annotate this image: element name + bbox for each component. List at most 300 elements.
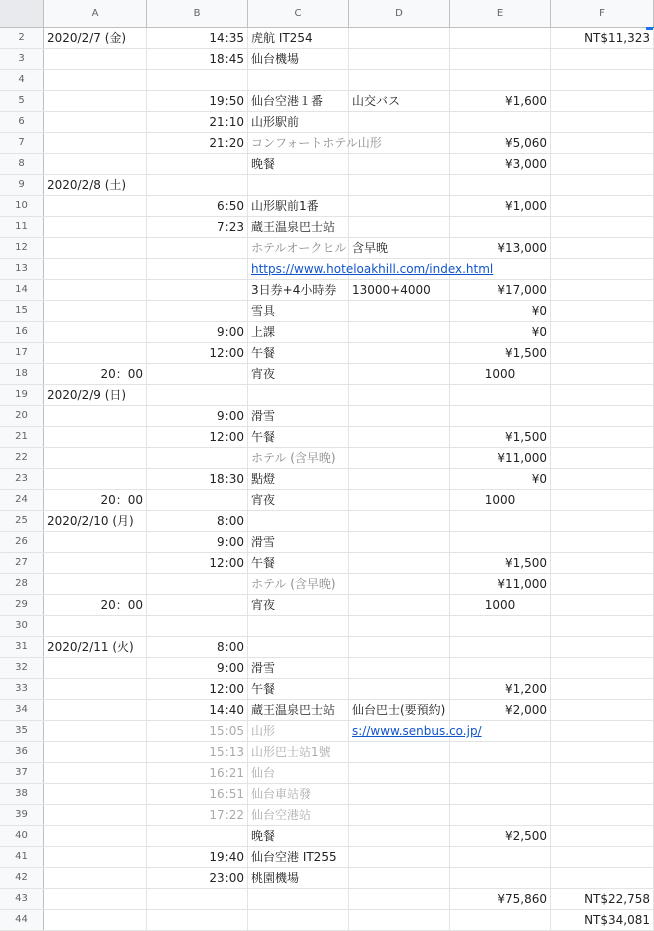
- cell-d6[interactable]: [349, 112, 450, 132]
- cell-c19[interactable]: [248, 385, 349, 405]
- cell-a19[interactable]: 2020/2/9 (日): [44, 385, 147, 405]
- row-header[interactable]: 24: [0, 490, 44, 510]
- cell-c40[interactable]: 晚餐: [248, 826, 349, 846]
- cell-e6[interactable]: [450, 112, 551, 132]
- cell-e3[interactable]: [450, 49, 551, 69]
- row-header[interactable]: 4: [0, 70, 44, 90]
- cell-a37[interactable]: [44, 763, 147, 783]
- cell-c9[interactable]: [248, 175, 349, 195]
- row-header[interactable]: 33: [0, 679, 44, 699]
- cell-a28[interactable]: [44, 574, 147, 594]
- cell-f30[interactable]: [551, 616, 654, 636]
- cell-d15[interactable]: [349, 301, 450, 321]
- cell-a32[interactable]: [44, 658, 147, 678]
- cell-b26[interactable]: 9:00: [147, 532, 248, 552]
- cell-a30[interactable]: [44, 616, 147, 636]
- cell-d8[interactable]: [349, 154, 450, 174]
- cell-a34[interactable]: [44, 700, 147, 720]
- cell-c2[interactable]: 虎航 IT254: [248, 28, 349, 48]
- cell-b5[interactable]: 19:50: [147, 91, 248, 111]
- cell-c8[interactable]: 晚餐: [248, 154, 349, 174]
- cell-e2[interactable]: [450, 28, 551, 48]
- cell-d30[interactable]: [349, 616, 450, 636]
- cell-f22[interactable]: [551, 448, 654, 468]
- cell-e31[interactable]: [450, 637, 551, 657]
- column-header-f[interactable]: F: [551, 0, 654, 27]
- cell-c41[interactable]: 仙台空港 IT255: [248, 847, 349, 867]
- cell-b35[interactable]: 15:05: [147, 721, 248, 741]
- cell-b43[interactable]: [147, 889, 248, 909]
- select-all-corner[interactable]: [0, 0, 44, 27]
- cell-d9[interactable]: [349, 175, 450, 195]
- cell-b7[interactable]: 21:20: [147, 133, 248, 153]
- cell-e43[interactable]: ¥75,860: [450, 889, 551, 909]
- cell-f26[interactable]: [551, 532, 654, 552]
- cell-b16[interactable]: 9:00: [147, 322, 248, 342]
- cell-e33[interactable]: ¥1,200: [450, 679, 551, 699]
- cell-a38[interactable]: [44, 784, 147, 804]
- cell-a23[interactable]: [44, 469, 147, 489]
- cell-c24[interactable]: 宵夜: [248, 490, 349, 510]
- cell-b15[interactable]: [147, 301, 248, 321]
- cell-a44[interactable]: [44, 910, 147, 930]
- row-header[interactable]: 40: [0, 826, 44, 846]
- row-header[interactable]: 21: [0, 427, 44, 447]
- cell-c12[interactable]: ホテルオークヒル: [248, 238, 349, 258]
- cell-c20[interactable]: 滑雪: [248, 406, 349, 426]
- cell-b22[interactable]: [147, 448, 248, 468]
- cell-c29[interactable]: 宵夜: [248, 595, 349, 615]
- cell-c39[interactable]: 仙台空港站: [248, 805, 349, 825]
- cell-b27[interactable]: 12:00: [147, 553, 248, 573]
- row-header[interactable]: 12: [0, 238, 44, 258]
- cell-a31[interactable]: 2020/2/11 (火): [44, 637, 147, 657]
- cell-c33[interactable]: 午餐: [248, 679, 349, 699]
- cell-f39[interactable]: [551, 805, 654, 825]
- cell-d21[interactable]: [349, 427, 450, 447]
- cell-f15[interactable]: [551, 301, 654, 321]
- row-header[interactable]: 28: [0, 574, 44, 594]
- cell-e20[interactable]: [450, 406, 551, 426]
- cell-e5[interactable]: ¥1,600: [450, 91, 551, 111]
- cell-d35[interactable]: s://www.senbus.co.jp/: [349, 721, 450, 741]
- cell-d28[interactable]: [349, 574, 450, 594]
- row-header[interactable]: 7: [0, 133, 44, 153]
- cell-a20[interactable]: [44, 406, 147, 426]
- cell-a14[interactable]: [44, 280, 147, 300]
- cell-f13[interactable]: [551, 259, 654, 279]
- cell-d24[interactable]: [349, 490, 450, 510]
- row-header[interactable]: 25: [0, 511, 44, 531]
- row-header[interactable]: 11: [0, 217, 44, 237]
- cell-a2[interactable]: 2020/2/7 (金): [44, 28, 147, 48]
- cell-c26[interactable]: 滑雪: [248, 532, 349, 552]
- column-header-a[interactable]: A: [44, 0, 147, 27]
- cell-f19[interactable]: [551, 385, 654, 405]
- cell-d32[interactable]: [349, 658, 450, 678]
- cell-d17[interactable]: [349, 343, 450, 363]
- cell-c37[interactable]: 仙台: [248, 763, 349, 783]
- cell-b4[interactable]: [147, 70, 248, 90]
- row-header[interactable]: 3: [0, 49, 44, 69]
- row-header[interactable]: 41: [0, 847, 44, 867]
- cell-e38[interactable]: [450, 784, 551, 804]
- cell-f37[interactable]: [551, 763, 654, 783]
- cell-f33[interactable]: [551, 679, 654, 699]
- cell-f3[interactable]: [551, 49, 654, 69]
- cell-f2[interactable]: NT$11,323: [551, 28, 654, 48]
- cell-c30[interactable]: [248, 616, 349, 636]
- cell-a42[interactable]: [44, 868, 147, 888]
- cell-c3[interactable]: 仙台機場: [248, 49, 349, 69]
- cell-d22[interactable]: [349, 448, 450, 468]
- row-header[interactable]: 13: [0, 259, 44, 279]
- cell-b32[interactable]: 9:00: [147, 658, 248, 678]
- cell-d25[interactable]: [349, 511, 450, 531]
- cell-b13[interactable]: [147, 259, 248, 279]
- cell-a8[interactable]: [44, 154, 147, 174]
- cell-b41[interactable]: 19:40: [147, 847, 248, 867]
- cell-a5[interactable]: [44, 91, 147, 111]
- cell-b9[interactable]: [147, 175, 248, 195]
- cell-b33[interactable]: 12:00: [147, 679, 248, 699]
- row-header[interactable]: 32: [0, 658, 44, 678]
- cell-a4[interactable]: [44, 70, 147, 90]
- cell-f42[interactable]: [551, 868, 654, 888]
- cell-a13[interactable]: [44, 259, 147, 279]
- cell-b11[interactable]: 7:23: [147, 217, 248, 237]
- cell-f20[interactable]: [551, 406, 654, 426]
- row-header[interactable]: 18: [0, 364, 44, 384]
- cell-f17[interactable]: [551, 343, 654, 363]
- cell-f41[interactable]: [551, 847, 654, 867]
- cell-c18[interactable]: 宵夜: [248, 364, 349, 384]
- cell-f8[interactable]: [551, 154, 654, 174]
- cell-b20[interactable]: 9:00: [147, 406, 248, 426]
- cell-e19[interactable]: [450, 385, 551, 405]
- cell-d33[interactable]: [349, 679, 450, 699]
- cell-b23[interactable]: 18:30: [147, 469, 248, 489]
- row-header[interactable]: 17: [0, 343, 44, 363]
- cell-c6[interactable]: 山形駅前: [248, 112, 349, 132]
- cell-d20[interactable]: [349, 406, 450, 426]
- cell-f28[interactable]: [551, 574, 654, 594]
- cell-a36[interactable]: [44, 742, 147, 762]
- cell-e39[interactable]: [450, 805, 551, 825]
- cell-e16[interactable]: ¥0: [450, 322, 551, 342]
- cell-c4[interactable]: [248, 70, 349, 90]
- cell-f29[interactable]: [551, 595, 654, 615]
- cell-b3[interactable]: 18:45: [147, 49, 248, 69]
- cell-b10[interactable]: 6:50: [147, 196, 248, 216]
- cell-a39[interactable]: [44, 805, 147, 825]
- cell-d10[interactable]: [349, 196, 450, 216]
- cell-d14[interactable]: 13000+4000: [349, 280, 450, 300]
- cell-a17[interactable]: [44, 343, 147, 363]
- cell-c35[interactable]: 山形: [248, 721, 349, 741]
- cell-a24[interactable]: 20：00: [44, 490, 147, 510]
- row-header[interactable]: 38: [0, 784, 44, 804]
- cell-b34[interactable]: 14:40: [147, 700, 248, 720]
- cell-f24[interactable]: [551, 490, 654, 510]
- cell-c14[interactable]: 3日券+4小時券: [248, 280, 349, 300]
- cell-e4[interactable]: [450, 70, 551, 90]
- cell-a33[interactable]: [44, 679, 147, 699]
- cell-a3[interactable]: [44, 49, 147, 69]
- cell-a25[interactable]: 2020/2/10 (月): [44, 511, 147, 531]
- cell-f40[interactable]: [551, 826, 654, 846]
- cell-e28[interactable]: ¥11,000: [450, 574, 551, 594]
- row-header[interactable]: 10: [0, 196, 44, 216]
- cell-e14[interactable]: ¥17,000: [450, 280, 551, 300]
- row-header[interactable]: 2: [0, 28, 44, 48]
- cell-d23[interactable]: [349, 469, 450, 489]
- cell-d26[interactable]: [349, 532, 450, 552]
- cell-f23[interactable]: [551, 469, 654, 489]
- cell-c27[interactable]: 午餐: [248, 553, 349, 573]
- cell-b25[interactable]: 8:00: [147, 511, 248, 531]
- row-header[interactable]: 20: [0, 406, 44, 426]
- cell-d2[interactable]: [349, 28, 450, 48]
- cell-c28[interactable]: ホテル (含早晚): [248, 574, 349, 594]
- cell-b29[interactable]: [147, 595, 248, 615]
- row-header[interactable]: 36: [0, 742, 44, 762]
- row-header[interactable]: 44: [0, 910, 44, 930]
- row-header[interactable]: 29: [0, 595, 44, 615]
- column-header-c[interactable]: C: [248, 0, 349, 27]
- cell-f10[interactable]: [551, 196, 654, 216]
- cell-e44[interactable]: [450, 910, 551, 930]
- cell-a15[interactable]: [44, 301, 147, 321]
- cell-a18[interactable]: 20：00: [44, 364, 147, 384]
- cell-b6[interactable]: 21:10: [147, 112, 248, 132]
- row-header[interactable]: 15: [0, 301, 44, 321]
- cell-e24[interactable]: 1000: [450, 490, 551, 510]
- row-header[interactable]: 5: [0, 91, 44, 111]
- cell-b28[interactable]: [147, 574, 248, 594]
- cell-d3[interactable]: [349, 49, 450, 69]
- column-header-b[interactable]: B: [147, 0, 248, 27]
- cell-e32[interactable]: [450, 658, 551, 678]
- row-header[interactable]: 16: [0, 322, 44, 342]
- row-header[interactable]: 43: [0, 889, 44, 909]
- cell-f7[interactable]: [551, 133, 654, 153]
- cell-e29[interactable]: 1000: [450, 595, 551, 615]
- cell-a7[interactable]: [44, 133, 147, 153]
- cell-e40[interactable]: ¥2,500: [450, 826, 551, 846]
- cell-b44[interactable]: [147, 910, 248, 930]
- cell-b38[interactable]: 16:51: [147, 784, 248, 804]
- cell-f12[interactable]: [551, 238, 654, 258]
- cell-e41[interactable]: [450, 847, 551, 867]
- cell-c25[interactable]: [248, 511, 349, 531]
- cell-d16[interactable]: [349, 322, 450, 342]
- cell-b8[interactable]: [147, 154, 248, 174]
- cell-a41[interactable]: [44, 847, 147, 867]
- row-header[interactable]: 9: [0, 175, 44, 195]
- cell-a27[interactable]: [44, 553, 147, 573]
- cell-a21[interactable]: [44, 427, 147, 447]
- cell-a11[interactable]: [44, 217, 147, 237]
- cell-d36[interactable]: [349, 742, 450, 762]
- cell-f43[interactable]: NT$22,758: [551, 889, 654, 909]
- cell-d27[interactable]: [349, 553, 450, 573]
- cell-c23[interactable]: 點燈: [248, 469, 349, 489]
- cell-e10[interactable]: ¥1,000: [450, 196, 551, 216]
- cell-c15[interactable]: 雪具: [248, 301, 349, 321]
- row-header[interactable]: 19: [0, 385, 44, 405]
- cell-a26[interactable]: [44, 532, 147, 552]
- cell-e22[interactable]: ¥11,000: [450, 448, 551, 468]
- cell-e30[interactable]: [450, 616, 551, 636]
- cell-c32[interactable]: 滑雪: [248, 658, 349, 678]
- cell-d18[interactable]: [349, 364, 450, 384]
- cell-f4[interactable]: [551, 70, 654, 90]
- cell-c38[interactable]: 仙台車站發: [248, 784, 349, 804]
- cell-b18[interactable]: [147, 364, 248, 384]
- cell-e7[interactable]: ¥5,060: [450, 133, 551, 153]
- cell-a35[interactable]: [44, 721, 147, 741]
- cell-e37[interactable]: [450, 763, 551, 783]
- cell-d41[interactable]: [349, 847, 450, 867]
- cell-d5[interactable]: 山交バス: [349, 91, 450, 111]
- cell-c13[interactable]: https://www.hoteloakhill.com/index.html: [248, 259, 349, 279]
- cell-d38[interactable]: [349, 784, 450, 804]
- cell-d11[interactable]: [349, 217, 450, 237]
- cell-e35[interactable]: [450, 721, 551, 741]
- cell-f27[interactable]: [551, 553, 654, 573]
- row-header[interactable]: 35: [0, 721, 44, 741]
- cell-e27[interactable]: ¥1,500: [450, 553, 551, 573]
- cell-f14[interactable]: [551, 280, 654, 300]
- cell-f35[interactable]: [551, 721, 654, 741]
- row-header[interactable]: 37: [0, 763, 44, 783]
- cell-c44[interactable]: [248, 910, 349, 930]
- cell-f36[interactable]: [551, 742, 654, 762]
- cell-d39[interactable]: [349, 805, 450, 825]
- cell-e8[interactable]: ¥3,000: [450, 154, 551, 174]
- row-header[interactable]: 42: [0, 868, 44, 888]
- cell-f16[interactable]: [551, 322, 654, 342]
- cell-a12[interactable]: [44, 238, 147, 258]
- cell-e12[interactable]: ¥13,000: [450, 238, 551, 258]
- cell-b37[interactable]: 16:21: [147, 763, 248, 783]
- cell-d44[interactable]: [349, 910, 450, 930]
- cell-e11[interactable]: [450, 217, 551, 237]
- cell-e26[interactable]: [450, 532, 551, 552]
- cell-d19[interactable]: [349, 385, 450, 405]
- cell-f25[interactable]: [551, 511, 654, 531]
- cell-c11[interactable]: 蔵王温泉巴士站: [248, 217, 349, 237]
- cell-a9[interactable]: 2020/2/8 (土): [44, 175, 147, 195]
- cell-b21[interactable]: 12:00: [147, 427, 248, 447]
- cell-c17[interactable]: 午餐: [248, 343, 349, 363]
- cell-f44[interactable]: NT$34,081: [551, 910, 654, 930]
- cell-c7[interactable]: コンフォートホテル山形: [248, 133, 349, 153]
- cell-f9[interactable]: [551, 175, 654, 195]
- cell-b40[interactable]: [147, 826, 248, 846]
- cell-b24[interactable]: [147, 490, 248, 510]
- cell-d12[interactable]: 含早晚: [349, 238, 450, 258]
- cell-a22[interactable]: [44, 448, 147, 468]
- cell-c36[interactable]: 山形巴士站1號: [248, 742, 349, 762]
- row-header[interactable]: 26: [0, 532, 44, 552]
- cell-e17[interactable]: ¥1,500: [450, 343, 551, 363]
- cell-c21[interactable]: 午餐: [248, 427, 349, 447]
- cell-b2[interactable]: 14:35: [147, 28, 248, 48]
- column-header-d[interactable]: D: [349, 0, 450, 27]
- cell-f31[interactable]: [551, 637, 654, 657]
- row-header[interactable]: 30: [0, 616, 44, 636]
- cell-e25[interactable]: [450, 511, 551, 531]
- cell-f11[interactable]: [551, 217, 654, 237]
- cell-b12[interactable]: [147, 238, 248, 258]
- cell-b42[interactable]: 23:00: [147, 868, 248, 888]
- row-header[interactable]: 31: [0, 637, 44, 657]
- cell-c43[interactable]: [248, 889, 349, 909]
- cell-f21[interactable]: [551, 427, 654, 447]
- cell-d43[interactable]: [349, 889, 450, 909]
- cell-a10[interactable]: [44, 196, 147, 216]
- cell-b30[interactable]: [147, 616, 248, 636]
- cell-c5[interactable]: 仙台空港１番: [248, 91, 349, 111]
- cell-d29[interactable]: [349, 595, 450, 615]
- cell-d31[interactable]: [349, 637, 450, 657]
- cell-e42[interactable]: [450, 868, 551, 888]
- cell-b31[interactable]: 8:00: [147, 637, 248, 657]
- cell-b36[interactable]: 15:13: [147, 742, 248, 762]
- row-header[interactable]: 34: [0, 700, 44, 720]
- cell-c10[interactable]: 山形駅前1番: [248, 196, 349, 216]
- cell-f38[interactable]: [551, 784, 654, 804]
- cell-f5[interactable]: [551, 91, 654, 111]
- cell-b17[interactable]: 12:00: [147, 343, 248, 363]
- row-header[interactable]: 39: [0, 805, 44, 825]
- cell-b39[interactable]: 17:22: [147, 805, 248, 825]
- cell-a29[interactable]: 20：00: [44, 595, 147, 615]
- cell-d42[interactable]: [349, 868, 450, 888]
- cell-f6[interactable]: [551, 112, 654, 132]
- cell-b19[interactable]: [147, 385, 248, 405]
- cell-d40[interactable]: [349, 826, 450, 846]
- cell-c16[interactable]: 上課: [248, 322, 349, 342]
- cell-f18[interactable]: [551, 364, 654, 384]
- cell-e15[interactable]: ¥0: [450, 301, 551, 321]
- cell-e23[interactable]: ¥0: [450, 469, 551, 489]
- row-header[interactable]: 22: [0, 448, 44, 468]
- cell-e36[interactable]: [450, 742, 551, 762]
- cell-c31[interactable]: [248, 637, 349, 657]
- row-header[interactable]: 14: [0, 280, 44, 300]
- cell-e18[interactable]: 1000: [450, 364, 551, 384]
- cell-a43[interactable]: [44, 889, 147, 909]
- cell-c42[interactable]: 桃園機場: [248, 868, 349, 888]
- cell-d4[interactable]: [349, 70, 450, 90]
- row-header[interactable]: 27: [0, 553, 44, 573]
- cell-b14[interactable]: [147, 280, 248, 300]
- cell-e9[interactable]: [450, 175, 551, 195]
- cell-f32[interactable]: [551, 658, 654, 678]
- cell-d34[interactable]: 仙台巴士(要預約): [349, 700, 450, 720]
- row-header[interactable]: 23: [0, 469, 44, 489]
- cell-a6[interactable]: [44, 112, 147, 132]
- row-header[interactable]: 8: [0, 154, 44, 174]
- cell-e21[interactable]: ¥1,500: [450, 427, 551, 447]
- row-header[interactable]: 6: [0, 112, 44, 132]
- cell-a16[interactable]: [44, 322, 147, 342]
- cell-d37[interactable]: [349, 763, 450, 783]
- cell-c22[interactable]: ホテル (含早晚): [248, 448, 349, 468]
